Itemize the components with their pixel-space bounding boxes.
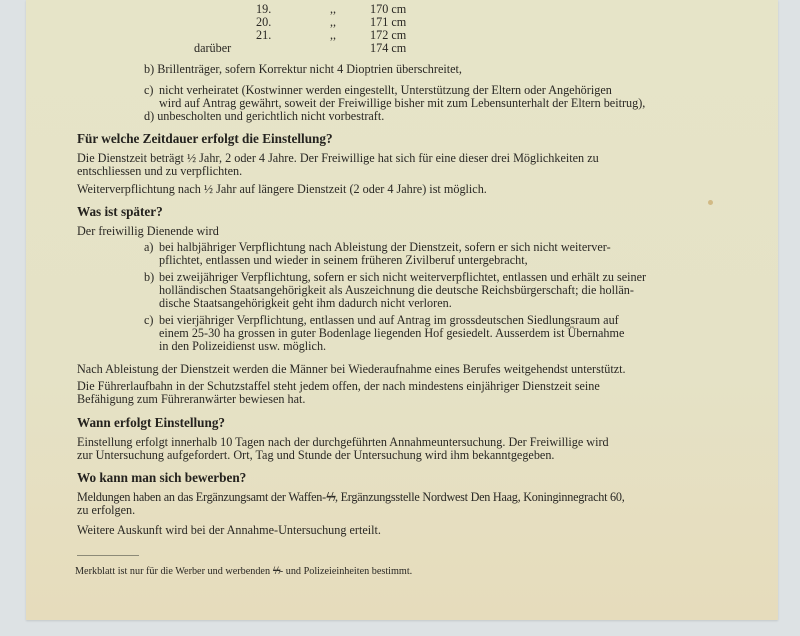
requirement-d bbox=[144, 110, 384, 123]
list-marker: b) bbox=[144, 62, 155, 76]
requirement-c-marker: c) bbox=[144, 83, 154, 97]
age: 19. bbox=[256, 2, 272, 16]
height-value: 171 cm bbox=[370, 15, 407, 29]
where-line2: zu erfolgen. bbox=[77, 503, 136, 517]
list-text: einem 25-30 ha grossen in guter Bodenlage liegenden Hof gesiedelt. Ausserdem ist Übernahme bbox=[159, 326, 625, 340]
ditto-mark: ,, bbox=[330, 15, 337, 29]
later-para1 bbox=[77, 363, 753, 376]
later-item-a-marker: a) bbox=[144, 240, 154, 254]
when-line2: zur Untersuchung aufgefordert. Ort, Tag und Stunde der Untersuchung wird ihm bekanntgegeben. bbox=[77, 448, 555, 462]
list-text: bei vierjähriger Verpflichtung, entlassen und auf Antrag im grossdeutschen Siedlungsraum auf bbox=[159, 313, 619, 327]
heading-when: Wann erfolgt Einstellung? bbox=[77, 415, 226, 430]
list-marker: d) bbox=[144, 109, 155, 123]
duration-para1-line2: entschliessen und zu verpflichten. bbox=[77, 164, 243, 178]
later-item-a-line2: pflichtet, entlassen und wieder in seinem früheren Zivilberuf untergebracht, bbox=[159, 253, 528, 267]
requirement-b bbox=[144, 63, 462, 76]
requirement-text: wird auf Antrag gewährt, soweit der Freiwillige bisher mit zum Lebensunterhalt der Eltern beitrug), bbox=[159, 96, 646, 110]
later-item-b-line3: dische Staatsangehörigkeit geht ihm dadurch nicht verloren. bbox=[159, 296, 452, 310]
paper-stain bbox=[708, 200, 713, 205]
ditto-mark: ,, bbox=[330, 2, 337, 16]
height-row-21 bbox=[256, 29, 271, 42]
later-item-b-marker: b) bbox=[144, 270, 155, 284]
age: 20. bbox=[256, 15, 272, 29]
footnote-text: - und Polizeieinheiten bestimmt. bbox=[279, 566, 413, 577]
paragraph-text: Meldungen haben an das Ergänzungsamt der Waffen- bbox=[77, 490, 326, 504]
height-over-value: 174 cm bbox=[370, 41, 407, 55]
duration-para2: Weiterverpflichtung nach ½ Jahr auf längere Dienstzeit (2 oder 4 Jahre) ist möglich. bbox=[77, 182, 487, 196]
heading-where: Wo kann man sich bewerben? bbox=[77, 470, 247, 485]
later-para2-line2: Befähigung zum Führeranwärter bewiesen hat. bbox=[77, 392, 306, 406]
height-over-label: darüber bbox=[194, 41, 232, 55]
later-item-c-line3: in den Polizeidienst usw. möglich. bbox=[159, 339, 327, 353]
age: 21. bbox=[256, 28, 272, 42]
footnote-text: Merkblatt ist nur für die Werber und werbenden bbox=[75, 566, 273, 577]
paragraph-text: Die Führerlaufbahn in der Schutzstaffel steht jedem offen, der nach mindestens einjähriger Dienstzeit seine bbox=[77, 379, 600, 393]
document-page bbox=[26, 0, 778, 620]
list-text: bei halbjähriger Verpflichtung nach Ableistung der Dienstzeit, sofern er sich nicht weiterver- bbox=[159, 240, 611, 254]
paragraph-text: , Ergänzungsstelle Nordwest Den Haag, Koninginnegracht 60, bbox=[334, 490, 625, 504]
heading-later: Was ist später? bbox=[77, 204, 163, 219]
paragraph-text: Die Dienstzeit beträgt ½ Jahr, 2 oder 4 Jahre. Der Freiwillige hat sich für eine dieser drei Möglichkeiten zu bbox=[77, 151, 599, 165]
height-value: 170 cm bbox=[370, 2, 407, 16]
paragraph-text: Nach Ableistung der Dienstzeit werden die Männer bei Wiederaufnahme eines Berufes weitgehendst unterstützt. bbox=[77, 362, 626, 376]
ditto-mark: ,, bbox=[330, 28, 337, 42]
later-item-c-marker: c) bbox=[144, 313, 154, 327]
where-line1 bbox=[77, 491, 625, 504]
requirement-text: nicht verheiratet (Kostwinner werden eingestellt, Unterstützung der Eltern oder Angehörigen bbox=[159, 83, 612, 97]
ss-rune-glyph: ϟϟ bbox=[325, 490, 335, 504]
footnote bbox=[75, 566, 412, 577]
heading-duration: Für welche Zeitdauer erfolgt die Einstellung? bbox=[77, 131, 333, 146]
later-intro: Der freiwillig Dienende wird bbox=[77, 224, 219, 238]
height-value: 172 cm bbox=[370, 28, 407, 42]
requirement-text: Brillenträger, sofern Korrektur nicht 4 Dioptrien überschreitet, bbox=[157, 62, 462, 76]
requirement-text: unbescholten und gerichtlich nicht vorbestraft. bbox=[157, 109, 385, 123]
list-text: bei zweijähriger Verpflichtung, sofern er sich nicht weiterverpflichtet, entlassen und erhält zu seiner bbox=[159, 270, 647, 284]
where-info: Weitere Auskunft wird bei der Annahme-Untersuchung erteilt. bbox=[77, 523, 381, 537]
footnote-rule bbox=[77, 555, 139, 556]
list-text: holländischen Staatsangehörigkeit als Auszeichnung die deutsche Reichsbürgerschaft; die hollän- bbox=[159, 283, 634, 297]
ss-rune-glyph: ϟϟ bbox=[272, 566, 280, 577]
paragraph-text: Einstellung erfolgt innerhalb 10 Tagen nach der durchgeführten Annahmeuntersuchung. Der Freiwillige wird bbox=[77, 435, 609, 449]
